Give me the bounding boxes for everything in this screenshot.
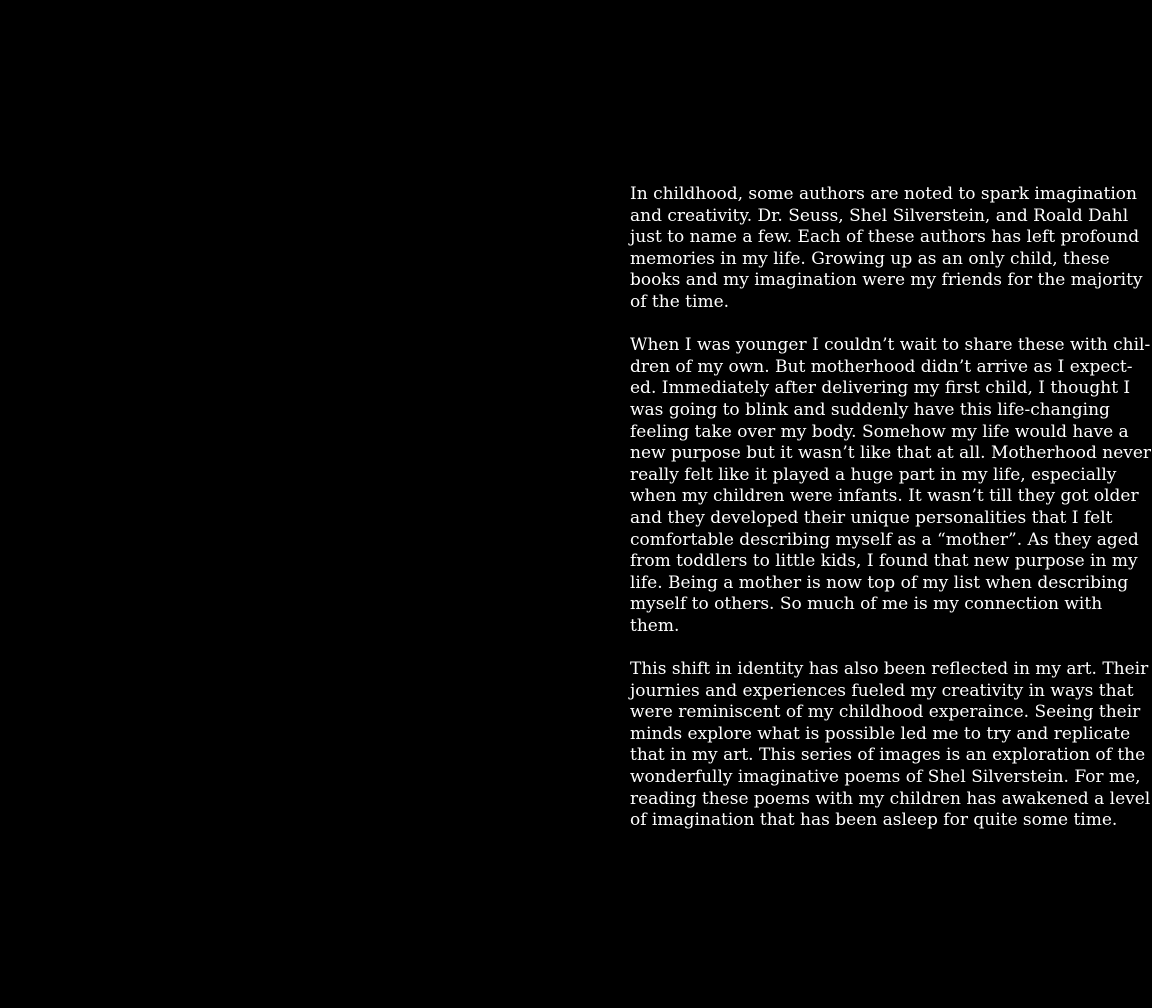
paragraph-3 xyxy=(630,659,1151,832)
text-line: reading these poems with my children has awakened a level xyxy=(630,788,1151,809)
text-line: life. Being a mother is now top of my list when describing xyxy=(630,572,1129,593)
paragraph-1 xyxy=(630,184,1143,314)
text-line: that in my art. This series of images is an exploration of the xyxy=(630,745,1146,766)
text-line: of imagination that has been asleep for quite some time. xyxy=(630,810,1118,831)
text-line: new purpose but it wasn’t like that at all. Motherhood never xyxy=(630,443,1152,464)
text-line: wonderfully imaginative poems of Shel Silverstein. For me, xyxy=(630,767,1141,788)
right-page xyxy=(576,0,1152,1008)
essay-text xyxy=(630,184,1152,853)
paragraph-2 xyxy=(630,335,1152,637)
text-line: journies and experiences fueled my creativity in ways that xyxy=(630,680,1134,701)
text-line: and they developed their unique personalities that I felt xyxy=(630,507,1113,528)
text-line: was going to blink and suddenly have this life-changing xyxy=(630,399,1110,420)
text-line: memories in my life. Growing up as an only child, these xyxy=(630,248,1110,269)
text-line: books and my imagination were my friends for the majority xyxy=(630,270,1143,291)
text-line: ed. Immediately after delivering my first child, I thought I xyxy=(630,378,1131,399)
text-line: when my children were infants. It wasn’t till they got older xyxy=(630,486,1139,507)
text-line: from toddlers to little kids, I found that new purpose in my xyxy=(630,551,1138,572)
text-line: and creativity. Dr. Seuss, Shel Silverstein, and Roald Dahl xyxy=(630,205,1129,226)
text-line: dren of my own. But motherhood didn’t arrive as I expect- xyxy=(630,356,1133,377)
text-line: In childhood, some authors are noted to spark imagination xyxy=(630,184,1137,204)
text-line: This shift in identity has also been reflected in my art. Their xyxy=(630,659,1149,680)
text-line: were reminiscent of my childhood experaince. Seeing their xyxy=(630,702,1141,723)
text-line: comfortable describing myself as a “mother”. As they aged xyxy=(630,529,1139,550)
text-line: just to name a few. Each of these authors has left profound xyxy=(630,227,1140,248)
text-line: myself to others. So much of me is my connection with xyxy=(630,594,1103,615)
text-line: minds explore what is possible led me to try and replicate xyxy=(630,723,1131,744)
text-line: them. xyxy=(630,615,680,636)
text-line: feeling take over my body. Somehow my life would have a xyxy=(630,421,1129,442)
text-line: really felt like it played a huge part in my life, especially xyxy=(630,464,1117,485)
text-line: When I was younger I couldn’t wait to share these with chil- xyxy=(630,335,1151,356)
text-line: of the time. xyxy=(630,291,730,312)
